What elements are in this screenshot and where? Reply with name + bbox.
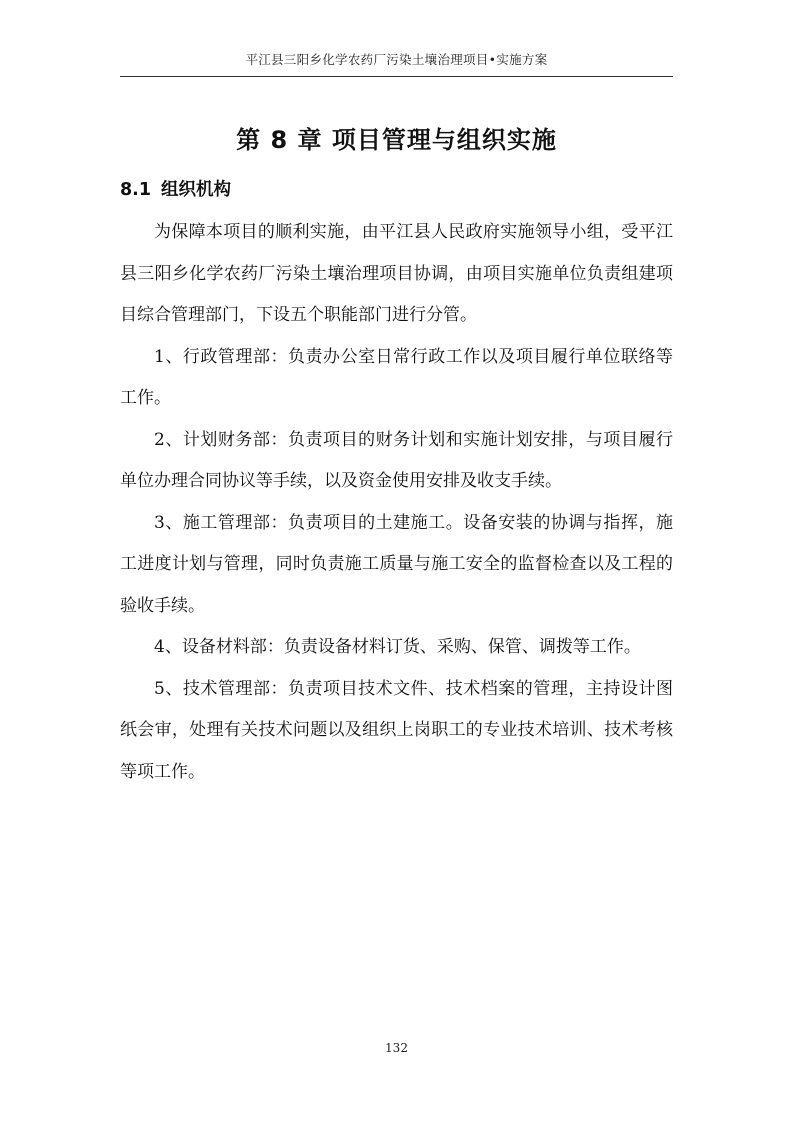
paragraph-construction-dept: 3、施工管理部：负责项目的土建施工。设备安装的协调与指挥，施工进度计划与管理，同时负责施工质量与施工安全的监督检查以及工程的验收手续。: [120, 512, 673, 616]
section-title-text: 组织机构: [161, 180, 232, 200]
page-number: 132: [385, 1041, 408, 1055]
paragraph-equipment-dept: 4、设备材料部：负责设备材料订货、采购、保管、调拨等工作。: [154, 637, 641, 657]
section-heading: [120, 176, 231, 201]
paragraph-intro: 为保障本项目的顺利实施，由平江县人民政府实施领导小组，受平江县三阳乡化学农药厂污染土壤治理项目协调，由项目实施单位负责组建项目综合管理部门，下设五个职能部门进行分管。: [120, 222, 673, 325]
paragraph-admin-dept: 1、行政管理部：负责办公室日常行政工作以及项目履行单位联络等工作。: [120, 346, 673, 408]
header-divider: [120, 76, 673, 77]
running-header: 平江县三阳乡化学农药厂污染土壤治理项目•实施方案: [245, 52, 548, 67]
chapter-title: 第 8 章 项目管理与组织实施: [236, 126, 557, 154]
paragraph-finance-dept: 2、计划财务部：负责项目的财务计划和实施计划安排，与项目履行单位办理合同协议等手续，以及资金使用安排及收支手续。: [120, 429, 673, 491]
section-number: 8.1: [120, 180, 152, 200]
paragraph-technical-dept: 5、技术管理部：负责项目技术文件、技术档案的管理，主持设计图纸会审，处理有关技术问题以及组织上岗职工的专业技术培训、技术考核等项工作。: [120, 678, 673, 782]
body-text: [120, 212, 673, 793]
